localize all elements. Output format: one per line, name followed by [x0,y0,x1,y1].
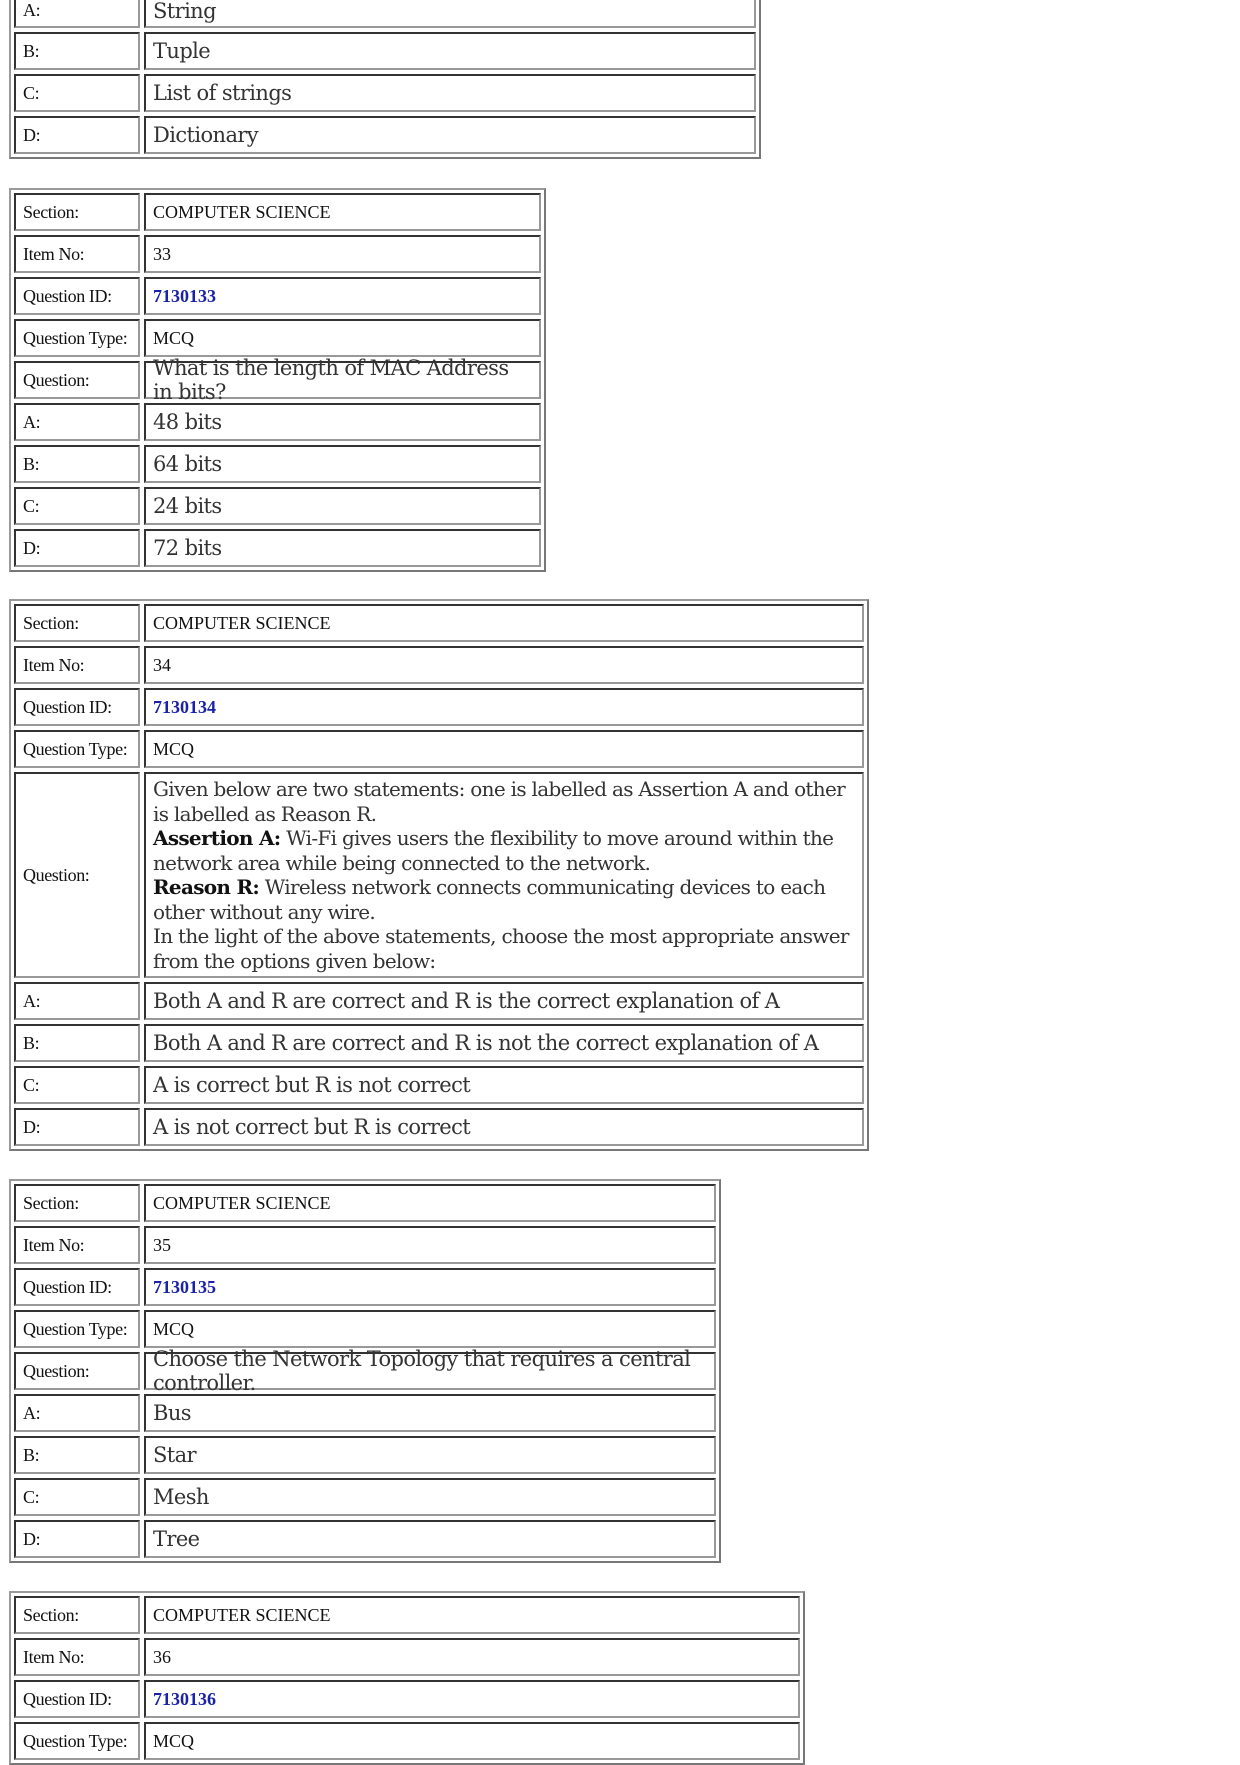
question-label: Question: [14,772,140,978]
option-text: String [144,0,756,28]
question-type-label: Question Type: [14,1310,140,1348]
question-id-row [14,1680,800,1718]
question-id-row [14,1268,716,1306]
option-label: A: [14,0,140,28]
option-label: D: [14,529,140,567]
section-row [14,604,864,642]
question-id-label: Question ID: [14,688,140,726]
section-row [14,1184,716,1222]
option-label: C: [14,1478,140,1516]
reason-text: Wireless network connects communicating devices to each other without any wire. [153,875,826,924]
question-type-row [14,730,864,768]
item-no-value: 35 [144,1226,716,1264]
section-value: COMPUTER SCIENCE [144,604,864,642]
option-label: A: [14,1394,140,1432]
option-row-b [14,1436,716,1474]
option-text: 72 bits [144,529,541,567]
option-label: C: [14,1066,140,1104]
option-text: Tree [144,1520,716,1558]
option-row-c [14,487,541,525]
question-id-label: Question ID: [14,1680,140,1718]
option-label: B: [14,1024,140,1062]
question-type-value: MCQ [144,1722,800,1760]
question-row [14,1347,716,1395]
question-table-35 [9,1179,721,1563]
option-row-b [14,445,541,483]
question-id-label: Question ID: [14,277,140,315]
question-type-row [14,1722,800,1760]
reason-label: Reason R: [153,875,260,899]
item-no-row [14,235,541,273]
section-label: Section: [14,193,140,231]
option-label: B: [14,445,140,483]
option-label: D: [14,1520,140,1558]
question-id-value: 7130135 [144,1268,716,1306]
option-row-d [14,1520,716,1558]
option-text: Both A and R are correct and R is not the correct explanation of A [144,1024,864,1062]
question-type-value: MCQ [144,319,541,357]
option-text: Star [144,1436,716,1474]
question-type-value: MCQ [144,1310,716,1348]
question-id-row [14,277,541,315]
option-text: Bus [144,1394,716,1432]
option-row-a [14,0,756,28]
option-text: Mesh [144,1478,716,1516]
section-value: COMPUTER SCIENCE [144,193,541,231]
question-id-row [14,688,864,726]
option-text: 48 bits [144,403,541,441]
question-type-row [14,1310,716,1348]
option-row-d [14,1108,864,1146]
question-row [14,772,864,978]
question-type-label: Question Type: [14,319,140,357]
question-text: Choose the Network Topology that requires a central controller. [144,1352,716,1390]
section-row [14,1596,800,1634]
question-table-partial [9,0,761,159]
item-no-value: 34 [144,646,864,684]
question-intro: Given below are two statements: one is labelled as Assertion A and other is labelled as Reason R. [153,777,845,826]
option-row-c [14,1066,864,1104]
option-label: C: [14,74,140,112]
question-type-value: MCQ [144,730,864,768]
option-label: A: [14,982,140,1020]
question-label: Question: [14,1352,140,1390]
section-value: COMPUTER SCIENCE [144,1184,716,1222]
option-label: D: [14,1108,140,1146]
assertion-label: Assertion A: [153,826,281,850]
item-no-value: 33 [144,235,541,273]
question-table-36 [9,1591,805,1765]
option-label: B: [14,32,140,70]
option-text: 24 bits [144,487,541,525]
item-no-label: Item No: [14,1226,140,1264]
question-table-33 [9,188,546,572]
question-text [144,772,864,978]
section-value: COMPUTER SCIENCE [144,1596,800,1634]
section-label: Section: [14,1596,140,1634]
item-no-value: 36 [144,1638,800,1676]
question-table-34 [9,599,869,1151]
item-no-label: Item No: [14,646,140,684]
option-row-c [14,1478,716,1516]
question-id-value: 7130133 [144,277,541,315]
option-text: Dictionary [144,116,756,154]
question-type-label: Question Type: [14,730,140,768]
item-no-row [14,646,864,684]
option-row-d [14,116,756,154]
question-text: What is the length of MAC Address in bits? [144,361,541,399]
assertion-text: Wi-Fi gives users the flexibility to move around within the network area while being connected to the network. [153,826,834,875]
option-label: A: [14,403,140,441]
question-row [14,356,541,404]
question-label: Question: [14,361,140,399]
option-text: List of strings [144,74,756,112]
option-text: 64 bits [144,445,541,483]
option-row-c [14,74,756,112]
option-text: Both A and R are correct and R is the correct explanation of A [144,982,864,1020]
section-label: Section: [14,1184,140,1222]
section-label: Section: [14,604,140,642]
option-text: A is correct but R is not correct [144,1066,864,1104]
item-no-row [14,1226,716,1264]
question-type-label: Question Type: [14,1722,140,1760]
option-text: Tuple [144,32,756,70]
option-text: A is not correct but R is correct [144,1108,864,1146]
option-row-b [14,1024,864,1062]
question-outro: In the light of the above statements, choose the most appropriate answer from the options given below: [153,924,849,973]
option-row-a [14,982,864,1020]
question-type-row [14,319,541,357]
question-id-label: Question ID: [14,1268,140,1306]
section-row [14,193,541,231]
item-no-label: Item No: [14,1638,140,1676]
question-id-value: 7130134 [144,688,864,726]
option-row-b [14,32,756,70]
option-row-a [14,1394,716,1432]
option-row-a [14,403,541,441]
option-label: D: [14,116,140,154]
option-label: B: [14,1436,140,1474]
option-row-d [14,529,541,567]
item-no-row [14,1638,800,1676]
option-label: C: [14,487,140,525]
item-no-label: Item No: [14,235,140,273]
question-id-value: 7130136 [144,1680,800,1718]
